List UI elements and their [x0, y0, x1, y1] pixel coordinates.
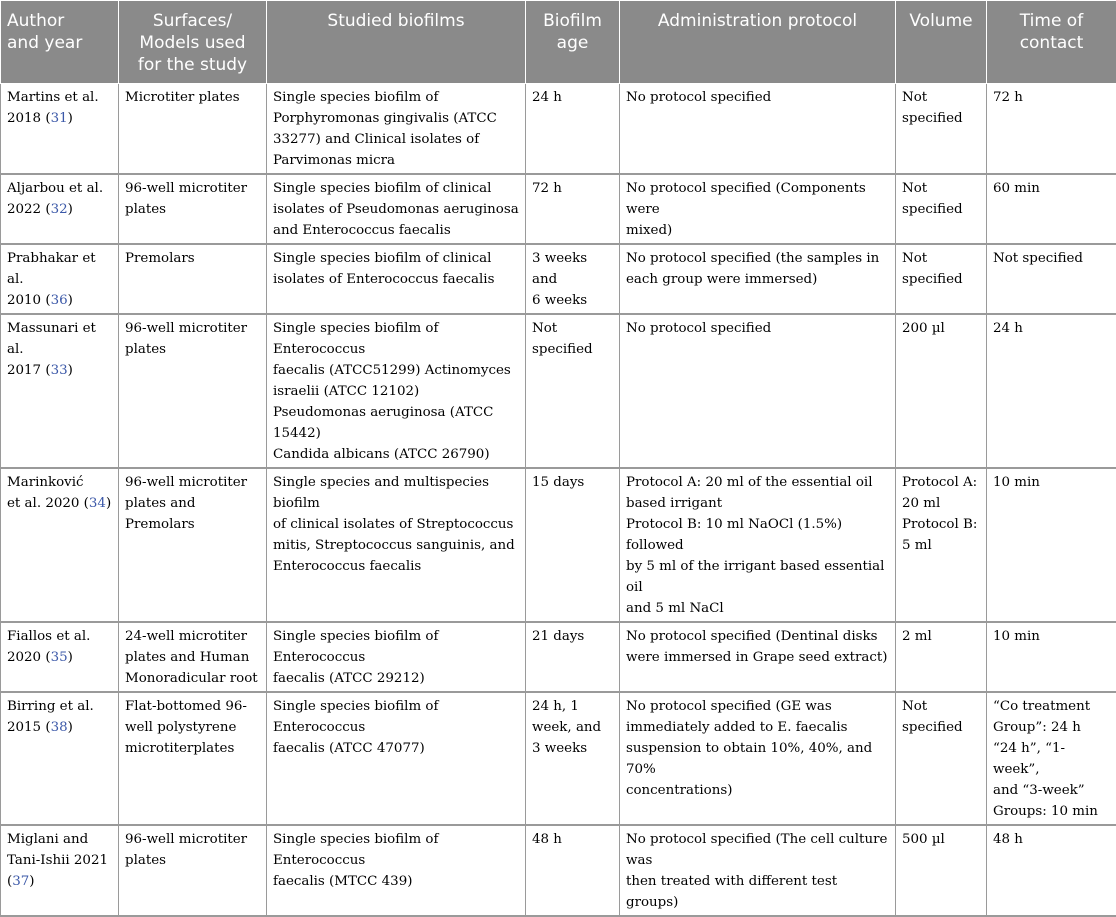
cell-biofilms: Single species biofilm of Enterococcus faecalis (MTCC 439) [267, 825, 526, 916]
cell-author: Birring et al. 2015 (38) [1, 692, 119, 825]
cell-biofilms: Single species biofilm of Enterococcus faecalis (ATCC51299) Actinomyces israelii (ATCC 12102) Pseudomonas aeruginosa (ATCC 15442) Candida albicans (ATCC 26790) [267, 314, 526, 468]
cell-age: 24 h, 1 week, and 3 weeks [526, 692, 620, 825]
reference-link[interactable]: 36 [51, 293, 68, 308]
cell-biofilms: Single species biofilm of Enterococcus faecalis (ATCC 29212) [267, 622, 526, 692]
table-row [1, 825, 1116, 916]
table-row [1, 622, 1116, 692]
reference-link[interactable]: 31 [51, 111, 68, 126]
table-row [1, 174, 1116, 244]
reference-link[interactable]: 34 [89, 496, 106, 511]
cell-biofilms: Single species biofilm of Enterococcus faecalis (ATCC 47077) [267, 692, 526, 825]
cell-age: 21 days [526, 622, 620, 692]
cell-author: Marinković et al. 2020 (34) [1, 468, 119, 622]
cell-volume: 500 µl [896, 825, 987, 916]
reference-link[interactable]: 33 [51, 363, 68, 378]
cell-surface: 96-well microtiter plates [119, 825, 267, 916]
cell-author: Fiallos et al. 2020 (35) [1, 622, 119, 692]
cell-author: Aljarbou et al. 2022 (32) [1, 174, 119, 244]
cell-age: 48 h [526, 825, 620, 916]
header-surfaces-models: Surfaces/ Models used for the study [119, 1, 267, 84]
cell-surface: Premolars [119, 244, 267, 314]
header-author-year: Author and year [1, 1, 119, 84]
table-row [1, 468, 1116, 622]
cell-surface: 96-well microtiter plates [119, 314, 267, 468]
cell-contact: Not specified [987, 244, 1116, 314]
table-row [1, 84, 1116, 175]
cell-author: Massunari et al. 2017 (33) [1, 314, 119, 468]
cell-surface: Microtiter plates [119, 84, 267, 175]
header-volume: Volume [896, 1, 987, 84]
cell-protocol: No protocol specified (the samples in each group were immersed) [620, 244, 896, 314]
reference-link[interactable]: 37 [12, 874, 29, 889]
cell-age: Not specified [526, 314, 620, 468]
reference-link[interactable]: 35 [51, 650, 68, 665]
cell-biofilms: Single species biofilm of clinical isolates of Pseudomonas aeruginosa and Enterococcus faecalis [267, 174, 526, 244]
cell-volume: 2 ml [896, 622, 987, 692]
table-row [1, 244, 1116, 314]
table-row [1, 692, 1116, 825]
cell-contact: 48 h [987, 825, 1116, 916]
cell-volume: Not specified [896, 174, 987, 244]
cell-protocol: No protocol specified (The cell culture was then treated with different test groups) [620, 825, 896, 916]
reference-link[interactable]: 38 [51, 720, 68, 735]
cell-author: Martins et al. 2018 (31) [1, 84, 119, 175]
cell-biofilms: Single species biofilm of Porphyromonas gingivalis (ATCC 33277) and Clinical isolates of Parvimonas micra [267, 84, 526, 175]
cell-protocol: Protocol A: 20 ml of the essential oil based irrigant Protocol B: 10 ml NaOCl (1.5%) followed by 5 ml of the irrigant based essential oil and 5 ml NaCl [620, 468, 896, 622]
cell-age: 24 h [526, 84, 620, 175]
table-row [1, 314, 1116, 468]
cell-volume: Not specified [896, 84, 987, 175]
reference-link[interactable]: 32 [51, 202, 68, 217]
cell-surface: 96-well microtiter plates [119, 174, 267, 244]
cell-contact: 60 min [987, 174, 1116, 244]
cell-protocol: No protocol specified (GE was immediately added to E. faecalis suspension to obtain 10%, 40%, and 70% concentrations) [620, 692, 896, 825]
cell-biofilms: Single species biofilm of clinical isolates of Enterococcus faecalis [267, 244, 526, 314]
cell-surface: 96-well microtiter plates and Premolars [119, 468, 267, 622]
header-studied-biofilms: Studied biofilms [267, 1, 526, 84]
cell-contact: “Co treatment Group”: 24 h “24 h”, “1-week”, and “3-week” Groups: 10 min [987, 692, 1116, 825]
cell-volume: 200 µl [896, 314, 987, 468]
cell-surface: Flat-bottomed 96- well polystyrene microtiterplates [119, 692, 267, 825]
cell-author: Miglani and Tani-Ishii 2021 (37) [1, 825, 119, 916]
cell-protocol: No protocol specified [620, 84, 896, 175]
header-administration-protocol: Administration protocol [620, 1, 896, 84]
cell-age: 15 days [526, 468, 620, 622]
cell-contact: 10 min [987, 468, 1116, 622]
cell-volume: Protocol A: 20 ml Protocol B: 5 ml [896, 468, 987, 622]
table-header [1, 1, 1116, 84]
cell-protocol: No protocol specified (Components were mixed) [620, 174, 896, 244]
cell-contact: 24 h [987, 314, 1116, 468]
cell-contact: 10 min [987, 622, 1116, 692]
cell-protocol: No protocol specified (Dentinal disks were immersed in Grape seed extract) [620, 622, 896, 692]
cell-age: 3 weeks and 6 weeks [526, 244, 620, 314]
cell-contact: 72 h [987, 84, 1116, 175]
cell-age: 72 h [526, 174, 620, 244]
header-time-of-contact: Time of contact [987, 1, 1116, 84]
cell-surface: 24-well microtiter plates and Human Monoradicular root [119, 622, 267, 692]
cell-volume: Not specified [896, 244, 987, 314]
cell-protocol: No protocol specified [620, 314, 896, 468]
cell-volume: Not specified [896, 692, 987, 825]
cell-author: Prabhakar et al. 2010 (36) [1, 244, 119, 314]
cell-biofilms: Single species and multispecies biofilm of clinical isolates of Streptococcus mitis, Streptococcus sanguinis, and Enterococcus faecalis [267, 468, 526, 622]
table-body [1, 84, 1116, 917]
header-biofilm-age: Biofilm age [526, 1, 620, 84]
